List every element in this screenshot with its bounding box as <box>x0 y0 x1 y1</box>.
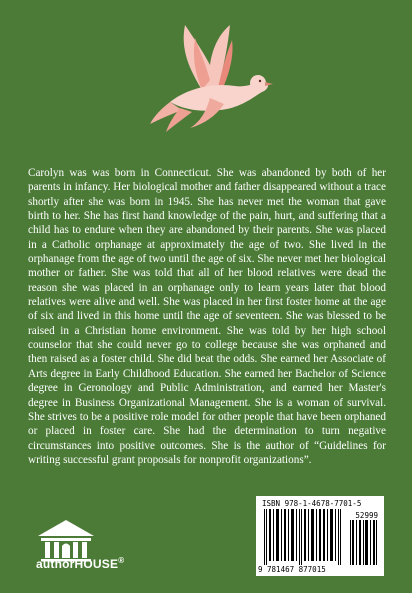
ean-number: 9 781467 877015 <box>258 565 326 574</box>
barcode-addon-bars <box>350 520 378 565</box>
author-biography-text: Carolyn was was born in Connecticut. She was abandoned by both of her parents in infancy. Her biological mother and father disappeared without a trace shortly after she was born in 1945. She has never met the woman that gave birth to her. She has first hand knowledge of the pain, hurt, and suffering that a child has to endure when they are abandoned by their parents. She was placed in a Catholic orphanage at approximately the age of two. She lived in the orphanage from the age of two until the age of six. She never met her biological mother or father. She was told that all of her blood relatives were dead the reason she was placed in an orphanage only to learn years later that blood relatives were alive and well. She was placed in her first foster home at the age of six and lived in this home until the age of seventeen. She was blessed to be raised in a Christian home environment. She was told by her high school counselor that she could never go to college because she was orphaned and then raised as a foster child. She did beat the odds. She earned her Associate of Arts degree in Early Childhood Education. She earned her Bachelor of Science degree in Geronology and Public Administration, and earned her Master's degree in Business Organizational Management. She is a woman of survival. She strives to be a positive role model for other people that have been orphaned or placed in foster care. She had the determination to turn negative circumstances into positive outcomes. She is the author of “Guidelines for writing successful grant proposals for nonprofit organizations”. <box>28 167 386 466</box>
publisher-name: authorHOUSE® <box>36 556 125 571</box>
isbn-number: ISBN 978-1-4678-7701-5 <box>262 499 362 508</box>
dove-illustration <box>140 20 280 140</box>
barcode-main-bars <box>262 509 344 565</box>
isbn-barcode <box>256 496 384 576</box>
price-code: 52999 <box>355 511 378 520</box>
